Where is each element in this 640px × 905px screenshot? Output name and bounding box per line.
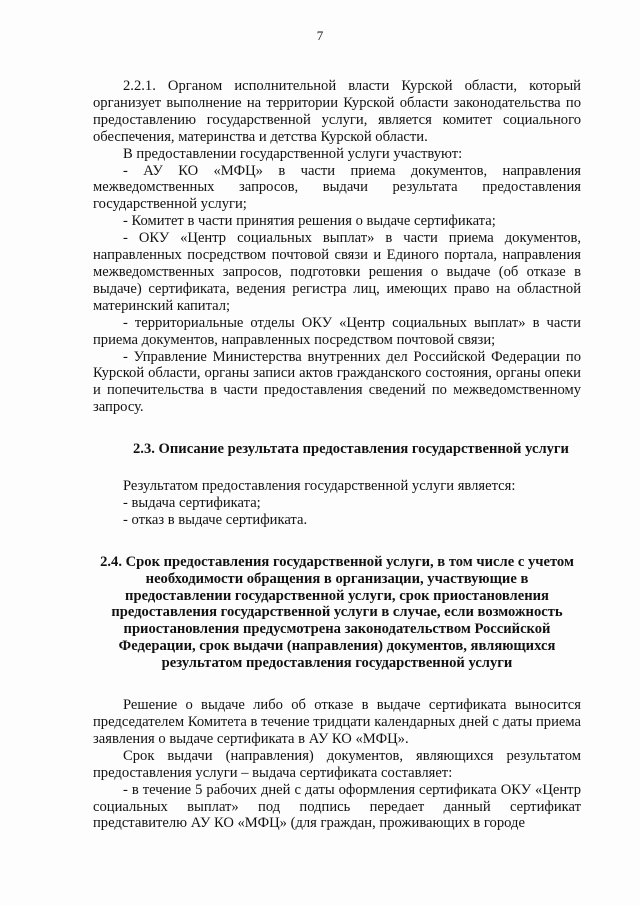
paragraph-2-2-1: 2.2.1. Органом исполнительной власти Курской области, который организует выполнение на территории Курской области законодательства по предоставлению государственной услуги, является комитет социального обеспечения, материнства и детства Курской области. [93, 78, 581, 145]
participants-intro: В предоставлении государственной услуги участвуют: [123, 145, 463, 162]
spacer [93, 529, 581, 554]
result-intro: Результатом предоставления государственной услуги является: [123, 478, 516, 495]
section-heading-2-3: 2.3. Описание результата предоставления государственной услуги [133, 441, 569, 458]
participant-item-mvd: - Управление Министерства внутренних дел Российской Федерации по Курской области, органы записи актов гражданского состояния, органы опеки и попечительства в части предоставления сведений по межведомственному запросу. [93, 348, 581, 416]
spacer [93, 458, 581, 478]
section-heading-2-4: 2.4. Срок предоставления государственной услуги, в том числе с учетом необходимости обращения в организации, участвующие в предоставлении государственной услуги, срок приостановления предоставления государственной услуги в случае, если возможность приостановления предусмотрена законодательством Российской Федерации, срок выдачи (направления) документов, являющихся результатом предоставления государственной услуги [100, 553, 574, 672]
paragraph-decision-term: Решение о выдаче либо об отказе в выдаче сертификата выносится председателем Комитета в течение тридцати календарных дней с даты приема заявления о выдаче сертификата в АУ КО «МФЦ». [93, 697, 581, 747]
result-item-issue: - выдача сертификата; [123, 494, 261, 511]
paragraph-issue-term: Срок выдачи (направления) документов, являющихся результатом предоставления услуги – выдача сертификата составляет: [93, 747, 581, 781]
participant-item-committee: - Комитет в части принятия решения о выдаче сертификата; [123, 213, 496, 230]
participant-item-territorial: - территориальные отделы ОКУ «Центр социальных выплат» в части приема документов, направленных посредством почтовой связи; [93, 314, 581, 348]
spacer [93, 416, 581, 441]
participant-item-oku: - ОКУ «Центр социальных выплат» в части приема документов, направленных посредством почтовой связи и Единого портала, направления межведомственных запросов, подготовки решения о выдаче (об отказе в выдаче) сертификата, ведения регистра лиц, имеющих право на областной материнский капитал; [93, 230, 581, 314]
paragraph-issue-item: - в течение 5 рабочих дней с даты оформления сертификата ОКУ «Центр социальных выплат» под подпись передает данный сертификат представителю АУ КО «МФЦ» (для граждан, проживающих в городе [93, 781, 581, 832]
spacer [93, 672, 581, 697]
page-number: 7 [316, 28, 324, 43]
result-item-refusal: - отказ в выдаче сертификата. [123, 511, 308, 528]
document-body [93, 78, 581, 832]
participant-item-mfc: - АУ КО «МФЦ» в части приема документов, направления межведомственных запросов, выдачи результата предоставления государственной услуги; [93, 162, 581, 213]
